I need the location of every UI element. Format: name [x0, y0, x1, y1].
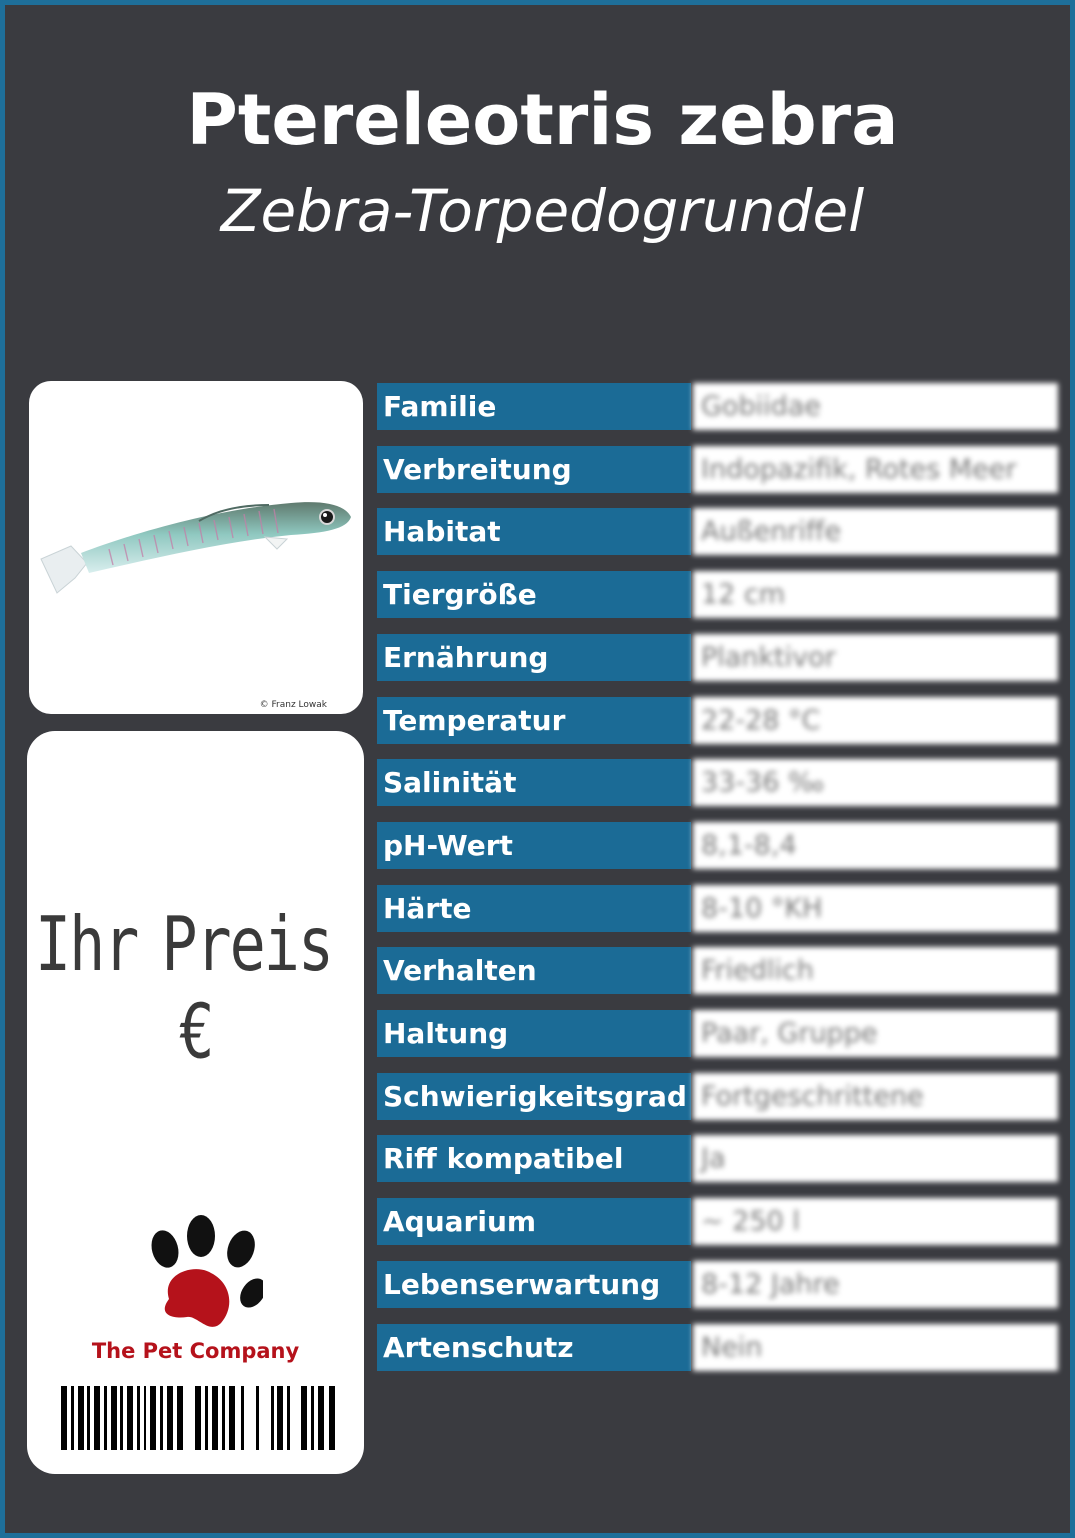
row-label: Habitat: [377, 508, 691, 555]
brand-name: The Pet Company: [91, 1339, 300, 1363]
row-label: pH-Wert: [377, 822, 691, 869]
table-row: [377, 508, 1058, 555]
row-label: Tiergröße: [377, 571, 691, 618]
table-row: [377, 759, 1058, 806]
table-row: [377, 1135, 1058, 1182]
row-value: Indopazifik, Rotes Meer: [693, 446, 1058, 493]
table-row: [377, 1198, 1058, 1245]
row-value: 8-12 Jahre: [693, 1261, 1058, 1308]
row-value: Ja: [693, 1135, 1058, 1182]
row-label: Schwierigkeitsgrad: [377, 1073, 691, 1120]
row-value: 12 cm: [693, 571, 1058, 618]
row-label: Lebenserwartung: [377, 1261, 691, 1308]
row-value: Außenriffe: [693, 508, 1058, 555]
row-value: Planktivor: [693, 634, 1058, 681]
barcode: [61, 1386, 337, 1450]
table-row: [377, 1010, 1058, 1057]
row-label: Aquarium: [377, 1198, 691, 1245]
table-row: [377, 1261, 1058, 1308]
currency-symbol: €: [178, 988, 213, 1076]
row-label: Salinität: [377, 759, 691, 806]
photo-credit: © Franz Lowak: [259, 700, 327, 710]
table-row: [377, 383, 1058, 430]
row-value: Paar, Gruppe: [693, 1010, 1058, 1057]
row-value: 22-28 °C: [693, 697, 1058, 744]
table-row: [377, 1324, 1058, 1371]
row-label: Verbreitung: [377, 446, 691, 493]
price-label-ihr: Ihr: [35, 901, 138, 989]
row-value: 33-36 ‰: [693, 759, 1058, 806]
common-name-subtitle: Zebra-Torpedogrundel: [220, 177, 865, 245]
row-label: Ernährung: [377, 634, 691, 681]
row-value: Nein: [693, 1324, 1058, 1371]
row-value: Friedlich: [693, 947, 1058, 994]
fish-photo-card: [29, 381, 363, 714]
price-card: [27, 731, 364, 1474]
price-label: [27, 901, 364, 1076]
table-row: [377, 1073, 1058, 1120]
row-label: Familie: [377, 383, 691, 430]
row-value: ~ 250 l: [693, 1198, 1058, 1245]
table-row: [377, 571, 1058, 618]
row-label: Artenschutz: [377, 1324, 691, 1371]
row-label: Temperatur: [377, 697, 691, 744]
species-title: Ptereleotris zebra: [186, 79, 899, 161]
row-value: Fortgeschrittene: [693, 1073, 1058, 1120]
table-row: [377, 634, 1058, 681]
fish-photo: [29, 381, 363, 714]
row-value: Gobiidae: [693, 383, 1058, 430]
table-row: [377, 885, 1058, 932]
table-row: [377, 822, 1058, 869]
paw-logo-icon: [139, 1211, 263, 1331]
table-row: [377, 947, 1058, 994]
row-label: Riff kompatibel: [377, 1135, 691, 1182]
row-value: 8,1-8,4: [693, 822, 1058, 869]
row-label: Haltung: [377, 1010, 691, 1057]
table-row: [377, 697, 1058, 744]
price-label-preis: Preis: [161, 901, 332, 989]
row-value: 8-10 °KH: [693, 885, 1058, 932]
row-label: Verhalten: [377, 947, 691, 994]
table-row: [377, 446, 1058, 493]
row-label: Härte: [377, 885, 691, 932]
